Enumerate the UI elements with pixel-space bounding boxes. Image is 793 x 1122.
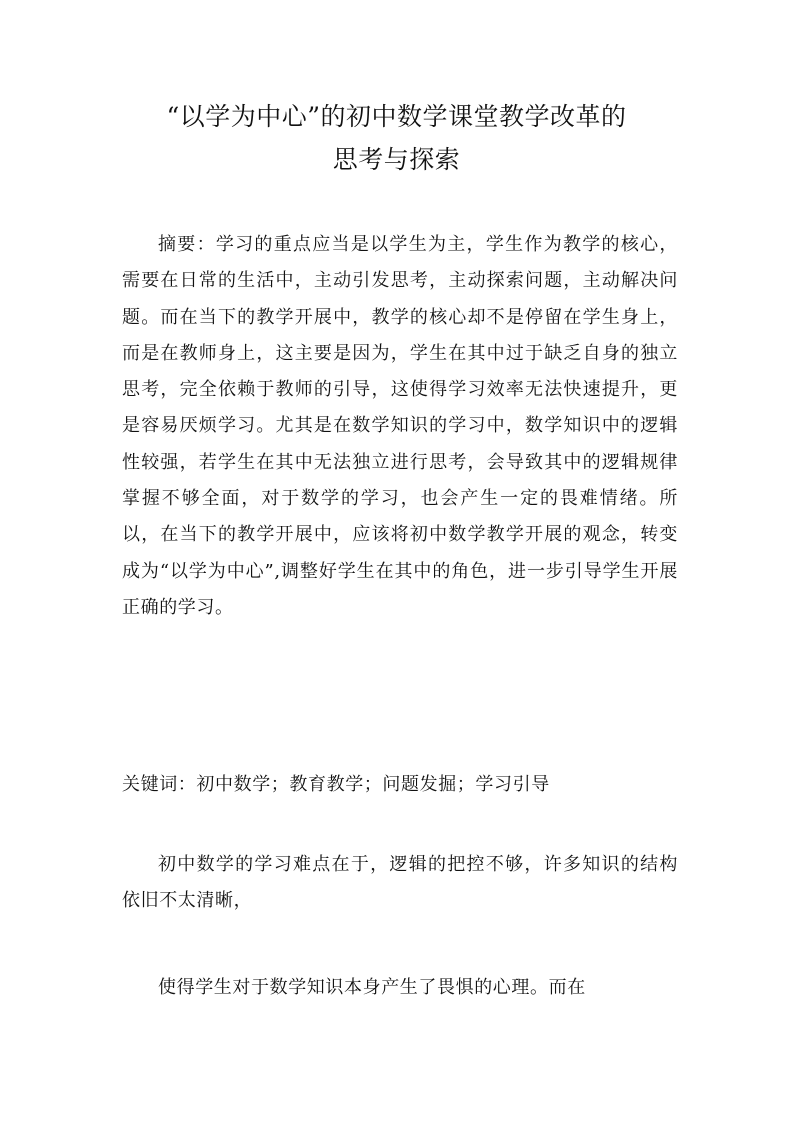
- keywords-line: 关键词：初中数学；教育教学；问题发掘；学习引导: [122, 774, 550, 795]
- body-paragraph-2: 使得学生对于数学知识本身产生了畏惧的心理。而在: [158, 977, 586, 998]
- abstract-paragraph: 摘要：学习的重点应当是以学生为主，学生作为教学的核心，需要在日常的生活中，主动引发思考，主动探索问题，主动解决问题。而在当下的教学开展中，教学的核心却不是停留在学生身上，而是在教师身上，这主要是因为，学生在其中过于缺乏自身的独立思考，完全依赖于教师的引导，这使得学习效率无法快速提升，更是容易厌烦学习。尤其是在数学知识的学习中，数学知识中的逻辑性较强，若学生在其中无法独立进行思考，会导致其中的逻辑规律掌握不够全面，对于数学的学习，也会产生一定的畏难情绪。所以，在当下的教学开展中，应该将初中数学教学开展的观念，转变成为“以学为中心”,调整好学生在其中的角色，进一步引导学生开展正确的学习。: [122, 234, 678, 618]
- document-title-line-2: 思考与探索: [332, 145, 461, 174]
- document-title-line-1: “以学为中心”的初中数学课堂教学改革的: [166, 102, 627, 131]
- body-paragraph-1: 初中数学的学习难点在于，逻辑的把控不够，许多知识的结构依旧不太清晰，: [122, 854, 678, 912]
